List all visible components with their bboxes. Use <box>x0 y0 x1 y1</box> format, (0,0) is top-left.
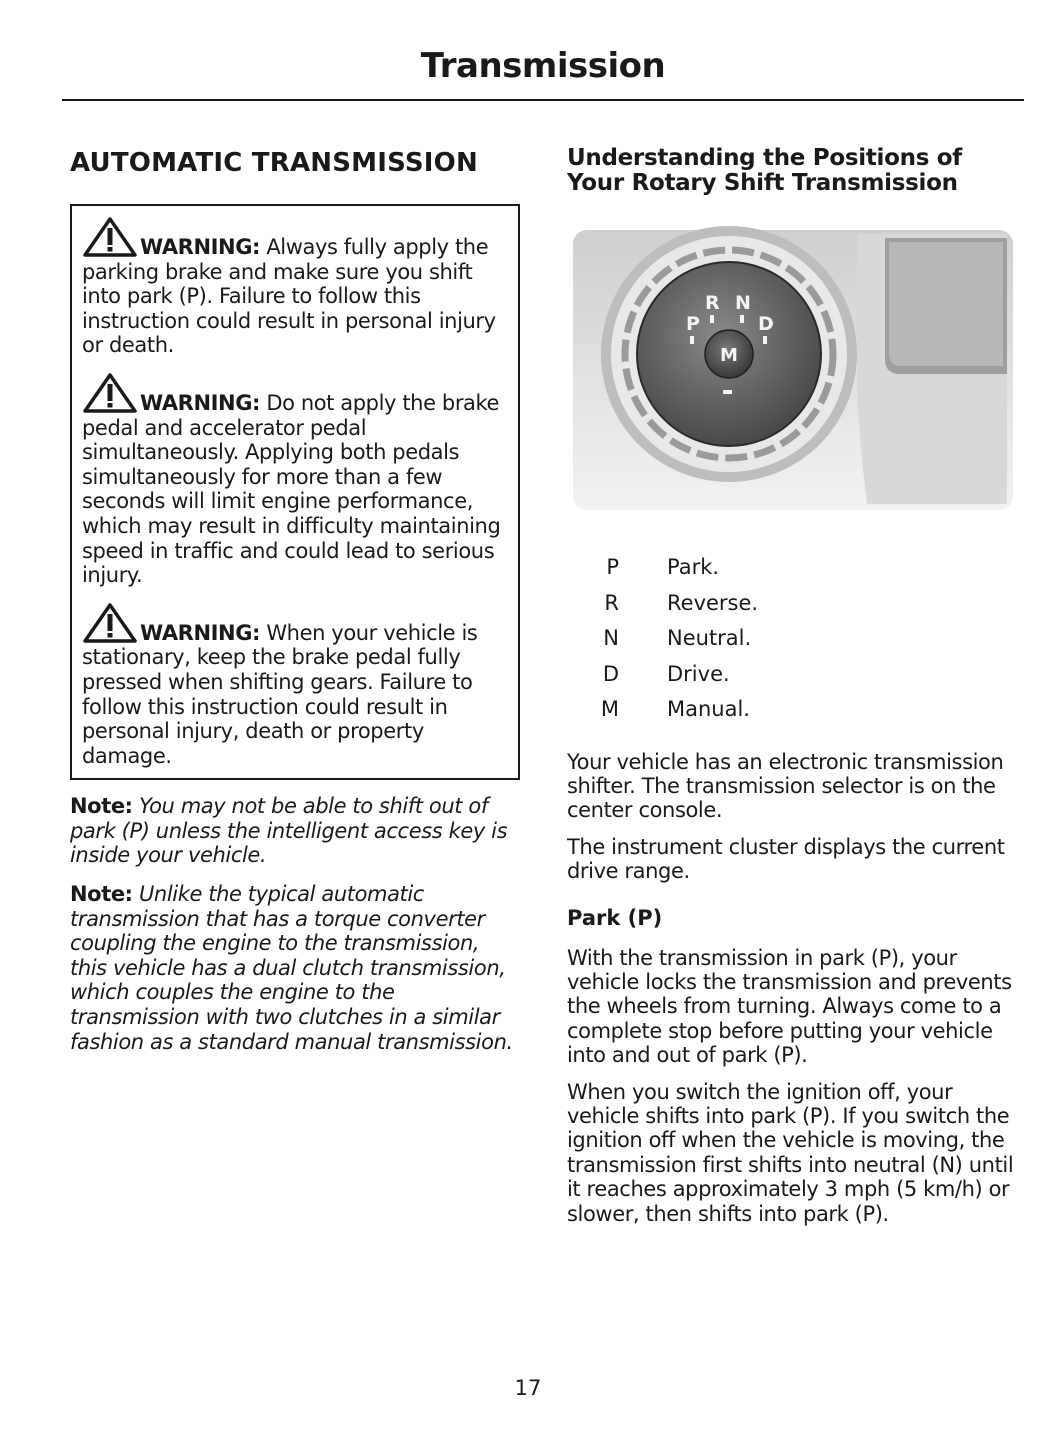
dial-label-n: N <box>735 292 751 314</box>
dial-indicator <box>763 336 767 344</box>
warning-3 <box>82 602 510 769</box>
warning-triangle-icon <box>82 602 138 644</box>
paragraph: The instrument cluster displays the current drive range. <box>567 834 1005 884</box>
page-title: Transmission <box>420 46 666 86</box>
legend-value: Reverse. <box>667 590 759 615</box>
legend-key: D <box>602 661 619 686</box>
gear-legend <box>567 550 1019 728</box>
legend-value: Neutral. <box>667 626 752 650</box>
warning-triangle-icon <box>82 216 138 258</box>
legend-key: M <box>600 697 619 721</box>
page-number: 17 <box>514 1376 542 1400</box>
note-label: Note: <box>70 794 133 819</box>
note-1 <box>70 794 520 868</box>
legend-row <box>567 550 1019 586</box>
legend-key: P <box>606 555 619 579</box>
warning-triangle-icon <box>82 372 138 414</box>
paragraph: When you switch the ignition off, your vehicle shifts into park (P). If you switch the ignition off when the vehicle is moving, the transmission first shifts into neutral (N) until it reaches approximately 3 mph (5 km/h) or slower, then shifts into park (P). <box>567 1079 1014 1226</box>
dial-label-p: P <box>686 313 700 335</box>
warning-text: Do not apply the brake pedal and accelerator pedal simultaneously. Applying both pedals simultaneously for more than a few seconds will limit engine performance, which may result in difficulty maintaining speed in traffic and could lead to serious injury. <box>82 390 501 588</box>
warning-2 <box>82 372 510 588</box>
dial-indicator <box>723 390 732 394</box>
right-column <box>567 146 1019 1238</box>
warning-label: WARNING: <box>140 390 261 415</box>
note-text: Unlike the typical automatic transmission that has a torque converter coupling the engine to the transmission, this vehicle has a dual clutch transmission, which couples the engine to the transmission with two clutches in a similar fashion as a standard manual transmission. <box>70 882 513 1054</box>
section-heading: AUTOMATIC TRANSMISSION <box>70 148 478 178</box>
legend-value: Manual. <box>667 697 750 721</box>
legend-key: N <box>603 626 619 650</box>
dial-label-d: D <box>758 313 774 335</box>
paragraph: With the transmission in park (P), your vehicle locks the transmission and prevents the wheels from turning. Always come to a complete stop before putting your vehicle into and out of park (P). <box>567 945 1012 1068</box>
warning-label: WARNING: <box>140 620 261 645</box>
legend-value: Park. <box>667 555 720 579</box>
warning-label: WARNING: <box>140 235 261 259</box>
left-column <box>70 146 520 1054</box>
dial-indicator <box>740 315 744 323</box>
dial-label-m: M <box>720 345 738 366</box>
paragraph: Your vehicle has an electronic transmission shifter. The transmission selector is on the center console. <box>567 749 1004 823</box>
legend-value: Drive. <box>667 661 730 686</box>
dial-indicator <box>710 315 714 323</box>
warning-1 <box>82 216 510 358</box>
warning-box <box>70 204 520 780</box>
dial-label-r: R <box>705 292 720 314</box>
title-rule <box>62 99 1024 101</box>
note-2 <box>70 882 520 1054</box>
legend-row <box>567 692 1019 728</box>
legend-key: R <box>604 590 619 615</box>
dial-indicator <box>690 336 694 344</box>
park-heading: Park (P) <box>567 905 663 930</box>
legend-row <box>567 657 1019 693</box>
rotary-shifter-figure <box>567 224 1017 514</box>
warning-text: When your vehicle is stationary, keep the brake pedal fully pressed when shifting gears. Failure to follow this instruction could result in personal injury, death or property damage. <box>82 620 478 768</box>
sub-heading: Understanding the Positions of Your Rotary Shift Transmission <box>567 145 962 196</box>
note-label: Note: <box>70 882 133 907</box>
warning-text: Always fully apply the parking brake and make sure you shift into park (P). Failure to follow this instruction could result in personal injury or death. <box>82 235 496 358</box>
note-text: You may not be able to shift out of park (P) unless the intelligent access key is inside your vehicle. <box>70 794 508 868</box>
legend-row <box>567 586 1019 622</box>
rotary-shifter-illustration <box>567 224 1017 514</box>
legend-row <box>567 621 1019 657</box>
shifter-description <box>567 750 1019 884</box>
